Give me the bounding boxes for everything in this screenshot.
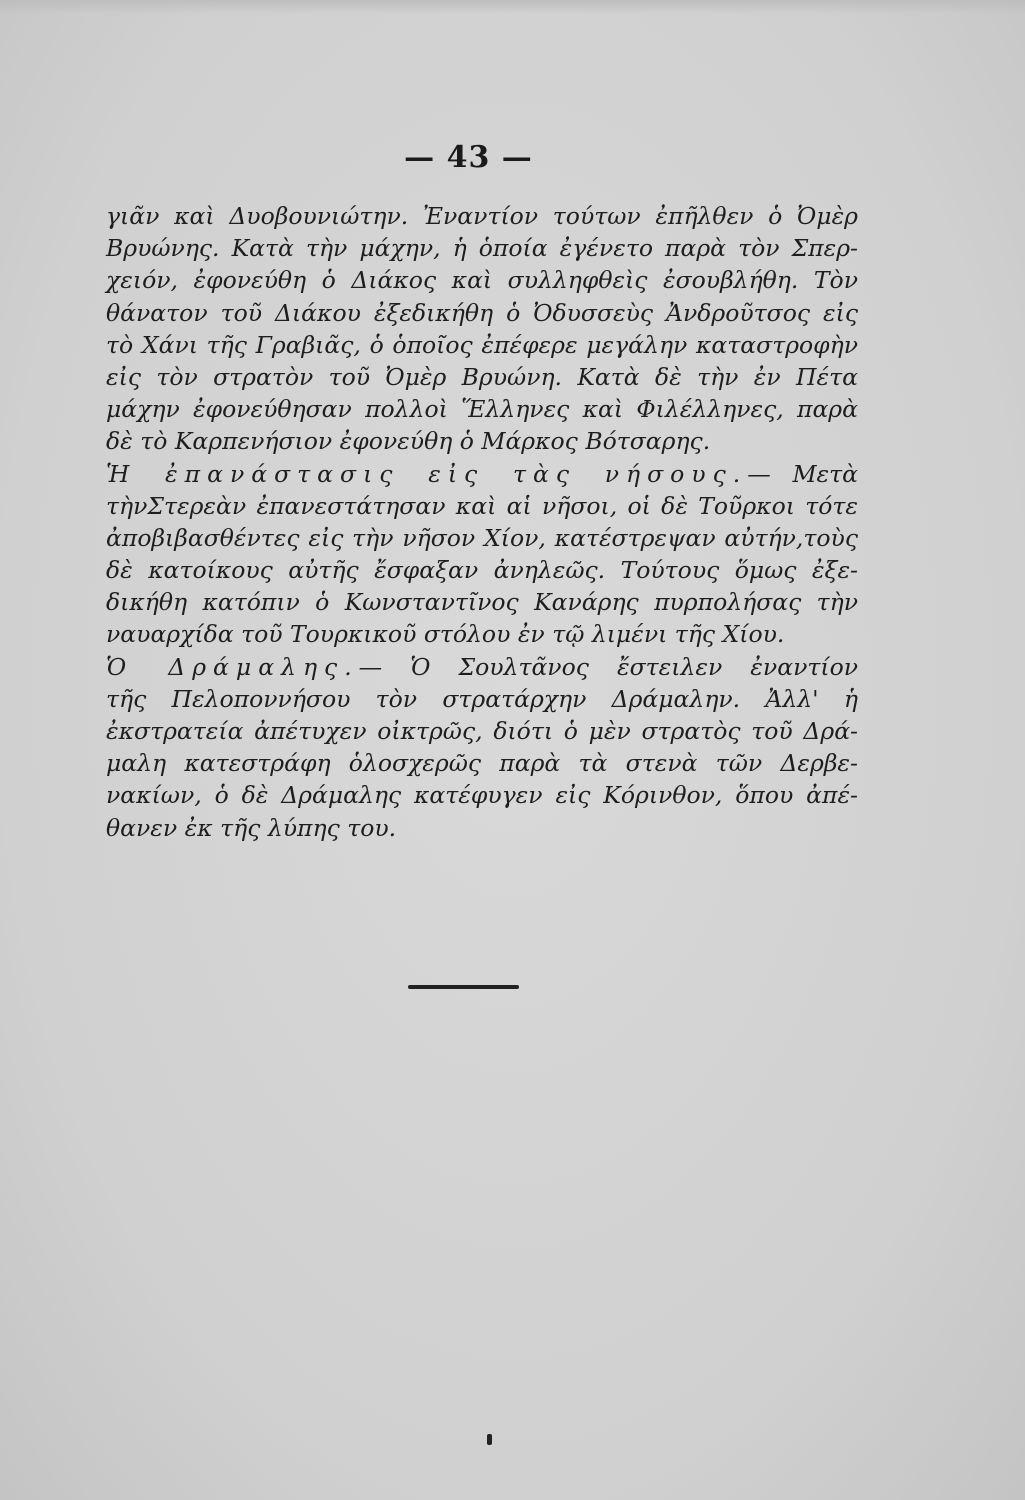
text-line: εἰς τὸν στρατὸν τοῦ Ὀμὲρ Βρυώνη. Κατὰ δὲ τὴν ἐν Πέτα — [106, 362, 858, 391]
section-lead-text: — Ὁ Σουλτᾶνος ἔστειλεν ἐναντίον — [358, 652, 858, 681]
text-line: ναυαρχίδα τοῦ Τουρκικοῦ στόλου ἐν τῷ λιμένι τῆς Χίου. — [106, 620, 785, 649]
page-edge-shadow — [0, 0, 1025, 14]
text-line: γιᾶν καὶ Δυοβουνιώτην. Ἐναντίον τούτων ἐπῆλθεν ὁ Ὀμὲρ — [106, 202, 858, 230]
section-lead-text: — Μετὰ — [747, 459, 858, 488]
text-line: δὲ τὸ Καρπενήσιον ἐφονεύθη ὁ Μάρκος Βότσαρης. — [106, 427, 711, 456]
section-heading-line — [106, 651, 858, 683]
text-line: τῆς Πελοποννήσου τὸν στρατάρχην Δράμαλην. Ἀλλ' ἡ — [106, 684, 858, 713]
text-line: Βρυώνης. Κατὰ τὴν μάχην, ἡ ὁποία ἐγένετο παρὰ τὸν Σπερ- — [106, 234, 858, 263]
text-line: μάχην ἐφονεύθησαν πολλοὶ Ἕλληνες καὶ Φιλέλληνες, παρὰ — [106, 395, 858, 424]
section-heading-dramalis: Ὁ Δράμαλης. — [106, 652, 359, 681]
section-heading-line — [106, 458, 858, 490]
text-line: θανεν ἐκ τῆς λύπης του. — [106, 813, 397, 842]
ink-spot — [487, 1434, 492, 1445]
text-line: θάνατον τοῦ Διάκου ἐξεδικήθη ὁ Ὀδυσσεὺς Ἀνδροῦτσος εἰς — [106, 298, 858, 327]
text-line: νακίων, ὁ δὲ Δράμαλης κατέφυγεν εἰς Κόρινθον, ὅπου ἀπέ- — [106, 781, 858, 810]
text-line: χειόν, ἐφονεύθη ὁ Διάκος καὶ συλληφθεὶς ἐσουβλήθη. Τὸν — [106, 266, 858, 295]
page-number: — 43 — — [404, 140, 533, 175]
end-divider-rule — [408, 985, 519, 989]
text-line: τὴνΣτερεὰν ἐπανεστάτησαν καὶ αἱ νῆσοι, οἱ δὲ Τοῦρκοι τότε — [106, 491, 858, 520]
text-line: μαλη κατεστράφη ὁλοσχερῶς παρὰ τὰ στενὰ τῶν Δερβε- — [106, 749, 858, 778]
text-line: δικήθη κατόπιν ὁ Κωνσταντῖνος Κανάρης πυρπολήσας τὴν — [106, 588, 858, 617]
text-line: τὸ Χάνι τῆς Γραβιᾶς, ὁ ὁποῖος ἐπέφερε μεγάλην καταστροφὴν — [106, 330, 858, 359]
text-line: ἀποβιβασθέντες εἰς τὴν νῆσον Χίον, κατέστρεψαν αὐτήν,τοὺς — [106, 523, 858, 552]
section-heading-islands: Ἡ ἐπανάστασις εἰς τὰς νήσους. — [106, 459, 748, 488]
text-line: ἐκστρατεία ἀπέτυχεν οἰκτρῶς, διότι ὁ μὲν στρατὸς τοῦ Δρά- — [106, 717, 858, 745]
text-line: δὲ κατοίκους αὐτῆς ἔσφαξαν ἀνηλεῶς. Τούτους ὅμως ἐξε- — [106, 556, 858, 585]
body-text — [106, 200, 858, 844]
